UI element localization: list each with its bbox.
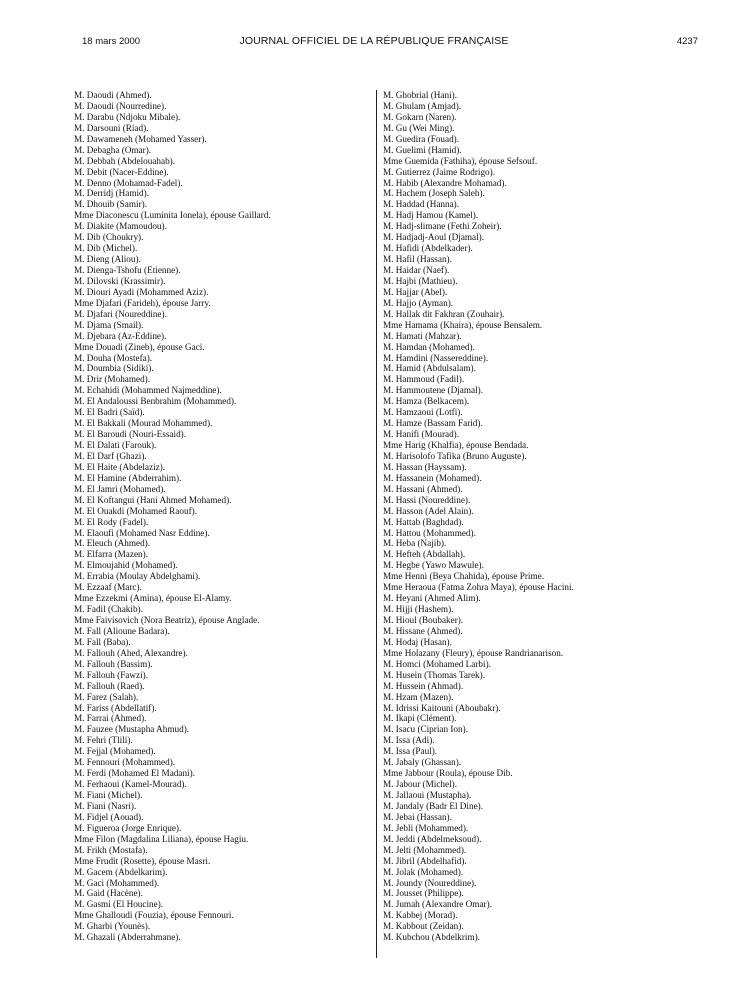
name-entry: M. Hamdan (Mohamed). bbox=[383, 341, 475, 352]
name-entry: M. Ikapi (Clément). bbox=[383, 713, 457, 724]
name-entry: M. El Baroudi (Nouri-Essaid). bbox=[74, 429, 187, 440]
name-entry: M. Fallouh (Ahed, Alexandre). bbox=[74, 647, 188, 658]
name-entry: M. Guedira (Fouad). bbox=[383, 133, 460, 144]
name-entry: M. Djama (Smail). bbox=[74, 319, 144, 330]
name-entry: M. El Ouakdi (Mohamed Raouf). bbox=[74, 505, 197, 516]
name-entry: Mme Ghalloudi (Fouzia), épouse Fennouri. bbox=[74, 910, 234, 921]
name-entry: M. El Andaloussi Benbrahim (Mohammed). bbox=[74, 396, 237, 407]
name-entry: M. El Dalati (Farouk). bbox=[74, 440, 157, 450]
name-entry: M. Hassan (Hayssam). bbox=[383, 461, 467, 472]
name-entry: M. Debagha (Omar). bbox=[74, 144, 152, 155]
name-entry: M. Hefteh (Abdallah). bbox=[383, 549, 466, 560]
name-entry: M. Djafari (Noureddine). bbox=[74, 308, 167, 319]
name-entry: M. Hamza (Belkacem). bbox=[383, 396, 470, 407]
name-entry: M. Hamid (Abdulsalam). bbox=[383, 363, 476, 374]
name-entry: M. Fiani (Michel). bbox=[74, 790, 143, 800]
name-entry: M. Heyani (Ahmed Alim). bbox=[383, 593, 481, 604]
name-entry: M. Kabbej (Morad). bbox=[383, 910, 458, 921]
name-entry: M. Echahidi (Mohammed Najmeddine). bbox=[74, 385, 222, 396]
left-name-column bbox=[74, 90, 364, 943]
name-entry: M. Diakite (Mamoudou). bbox=[74, 221, 167, 232]
name-entry: M. Hajjo (Ayman). bbox=[383, 297, 454, 308]
name-entry: M. El Badri (Saïd). bbox=[74, 407, 145, 418]
name-entry: M. Douha (Mostefa). bbox=[74, 352, 153, 363]
name-entry: M. Jousset (Philippe). bbox=[383, 888, 464, 899]
name-entry: M. Jibril (Abdelhafid). bbox=[383, 855, 467, 866]
name-entry: M. Darsouni (Riad). bbox=[74, 122, 149, 133]
name-entry: M. Darabu (Ndjoku Mibale). bbox=[74, 111, 181, 122]
name-entry: M. Gasmi (El Houcine). bbox=[74, 899, 164, 910]
name-entry: Mme Ezzekmi (Amina), épouse El-Alamy. bbox=[74, 593, 232, 604]
name-entry: M. Elfarra (Mazen). bbox=[74, 549, 148, 560]
name-entry: M. Hallak dit Fakhran (Zouhair). bbox=[383, 308, 505, 319]
name-entry: Mme Frudit (Rosette), épouse Masri. bbox=[74, 855, 211, 866]
name-entry: M. Debit (Nacer-Eddine). bbox=[74, 166, 169, 177]
name-entry: M. Farrai (Ahmed). bbox=[74, 713, 147, 724]
name-entry: M. Gacem (Abdelkarim). bbox=[74, 866, 168, 877]
name-entry: M. Fallouh (Raed). bbox=[74, 680, 145, 691]
name-entry: M. Homci (Mohamed Larbi). bbox=[383, 658, 491, 669]
name-entry: M. Jumah (Alexandre Omar). bbox=[383, 899, 492, 910]
name-entry: Mme Douadi (Zineb), épouse Gaci. bbox=[74, 341, 205, 352]
name-entry: M. Hassanein (Mohamed). bbox=[383, 472, 482, 483]
name-entry: M. Eleuch (Ahmed). bbox=[74, 538, 151, 549]
name-entry: M. Haidar (Naef). bbox=[383, 265, 450, 275]
name-entry: M. Hachem (Joseph Saleh). bbox=[383, 188, 485, 199]
name-entry: Mme Harig (Khalfia), épouse Bendada. bbox=[383, 440, 529, 450]
page-number: 4237 bbox=[676, 36, 698, 47]
name-entry: M. Hajjar (Abel). bbox=[383, 286, 448, 297]
name-entry: M. Kabbout (Zeidan). bbox=[383, 921, 464, 932]
name-entry: M. Hussein (Ahmad). bbox=[383, 680, 464, 691]
name-entry: M. Isacu (Ciprian Ion). bbox=[383, 724, 468, 735]
name-entry: M. Jallaoui (Mustapha). bbox=[383, 790, 472, 800]
name-entry: Mme Guemida (Fathiha), épouse Sefsouf. bbox=[383, 155, 538, 166]
name-entry: M. Doumbia (Sidiki). bbox=[74, 363, 154, 374]
name-entry: Mme Faivisovich (Nora Beatriz), épouse Anglade. bbox=[74, 615, 260, 625]
name-entry: M. Elaoufi (Mohamed Nasr Eddine). bbox=[74, 527, 210, 538]
name-entry: M. Hodaj (Hasan). bbox=[383, 636, 452, 647]
name-entry: M. Fehri (Tlili). bbox=[74, 735, 133, 746]
name-entry: M. Dienga-Tshofu (Etienne). bbox=[74, 265, 181, 275]
name-entry: M. Fauzee (Mustapha Ahmud). bbox=[74, 724, 190, 735]
column-divider bbox=[376, 90, 377, 958]
name-entry: M. Idrissi Kaitouni (Aboubakr). bbox=[383, 702, 501, 713]
name-entry: M. El Haite (Abdelaziz). bbox=[74, 461, 166, 472]
name-entry: M. Dawameneh (Mohamed Yasser). bbox=[74, 133, 207, 144]
name-entry: M. Jebai (Hassan). bbox=[383, 811, 452, 822]
name-entry: M. Fiani (Nasri). bbox=[74, 800, 137, 811]
name-entry: M. Issa (Paul). bbox=[383, 746, 438, 757]
name-entry: M. Hamzaoui (Lotfi). bbox=[383, 407, 463, 418]
name-entry: M. Drir (Mohamed). bbox=[74, 374, 151, 385]
name-entry: M. Heba (Najib). bbox=[383, 538, 447, 549]
name-entry: M. Fallouh (Fawzi). bbox=[74, 669, 149, 680]
name-entry: M. Joundy (Noureddine). bbox=[383, 877, 477, 888]
name-entry: M. El Rody (Fadel). bbox=[74, 516, 149, 527]
name-entry: M. Diouri Ayadi (Mohammed Aziz). bbox=[74, 286, 209, 297]
name-entry: M. Haddad (Hanna). bbox=[383, 199, 460, 210]
name-entry: M. Hioul (Boubaker). bbox=[383, 615, 464, 625]
name-entry: M. Fidjel (Aouad). bbox=[74, 811, 144, 822]
name-entry: M. Fennouri (Mohammed). bbox=[74, 757, 176, 768]
name-entry: M. Hanifi (Mourad). bbox=[383, 429, 460, 440]
name-entry: M. Gutierrez (Jaime Rodrigo). bbox=[383, 166, 496, 177]
name-entry: M. Jolak (Mohamed). bbox=[383, 866, 464, 877]
name-entry: M. Habib (Alexandre Mohamad). bbox=[383, 177, 507, 188]
name-entry: M. Jelti (Mohammed). bbox=[383, 844, 467, 855]
name-entry: M. Hassi (Noureddine). bbox=[383, 494, 471, 505]
name-entry: M. Hafidi (Abdelkader). bbox=[383, 243, 473, 254]
name-entry: M. Hajbi (Mathieu). bbox=[383, 275, 458, 286]
name-entry: M. Hammoutene (Djamal). bbox=[383, 385, 484, 396]
name-entry: M. Ezzaaf (Marc). bbox=[74, 582, 142, 593]
name-entry: M. Denno (Mohamad-Fadel). bbox=[74, 177, 183, 188]
name-entry: M. Gokarn (Naren). bbox=[383, 111, 457, 122]
name-entry: M. Figueroa (Jorge Enrique). bbox=[74, 822, 182, 833]
name-entry: M. Hamze (Bassam Farid). bbox=[383, 418, 483, 429]
name-entry: M. Dib (Choukry). bbox=[74, 232, 144, 243]
name-entry: M. Gu (Wei Ming). bbox=[383, 122, 455, 133]
name-entry: Mme Djafari (Farideh), épouse Jarry. bbox=[74, 297, 211, 308]
name-entry: M. Harisolofo Tafika (Bruno Auguste). bbox=[383, 450, 527, 461]
name-entry: M. Gaci (Mohammed). bbox=[74, 877, 160, 888]
name-entry: M. Hissane (Ahmed). bbox=[383, 625, 463, 636]
name-entry: M. Djebara (Az-Eddine). bbox=[74, 330, 167, 341]
name-entry: M. El Darf (Ghazi). bbox=[74, 450, 147, 461]
name-entry: M. Frikh (Mostafa). bbox=[74, 844, 148, 855]
name-entry: M. Jabaly (Ghassan). bbox=[383, 757, 462, 768]
name-entry: M. Debbah (Abdelouahab). bbox=[74, 155, 176, 166]
name-entry: M. Daoudi (Ahmed). bbox=[74, 90, 152, 100]
name-entry: M. Fadil (Chakib). bbox=[74, 604, 143, 615]
name-entry: M. Gharbi (Younès). bbox=[74, 921, 151, 932]
name-entry: M. Ghobrial (Hani). bbox=[383, 90, 457, 100]
name-entry: M. Fallouh (Bassim). bbox=[74, 658, 153, 669]
name-entry: M. Hadjadj-Aoul (Djamal). bbox=[383, 232, 485, 243]
name-entry: M. Fejjal (Mohamed). bbox=[74, 746, 156, 757]
name-entry: Mme Filon (Magdalina Liliana), épouse Hagiu. bbox=[74, 833, 249, 844]
journal-title: JOURNAL OFFICIEL DE LA RÉPUBLIQUE FRANÇAISE bbox=[239, 35, 509, 47]
name-entry: Mme Hamama (Khaira), épouse Bensalem. bbox=[383, 319, 543, 330]
name-entry: M. Hammoud (Fadil). bbox=[383, 374, 465, 385]
page-header bbox=[0, 36, 748, 54]
name-entry: M. El Hamine (Abderrahim). bbox=[74, 472, 182, 483]
name-entry: M. Husein (Thomas Tarek). bbox=[383, 669, 486, 680]
name-entry: M. Hadj-slimane (Fethi Zoheir). bbox=[383, 221, 502, 232]
name-entry: M. El Koftangui (Hani Ahmed Mohamed). bbox=[74, 494, 232, 505]
name-entry: Mme Henni (Beya Chahida), épouse Prime. bbox=[383, 571, 544, 582]
name-entry: M. Hzam (Mazen). bbox=[383, 691, 454, 702]
name-entry: M. Ghazali (Abderrahmane). bbox=[74, 932, 181, 943]
name-entry: M. Dilovski (Krassimir). bbox=[74, 275, 166, 286]
name-entry: M. Errabia (Moulay Abdelghami). bbox=[74, 571, 201, 582]
name-entry: M. Issa (Adi). bbox=[383, 735, 435, 746]
name-entry: M. Hasson (Adel Alain). bbox=[383, 505, 474, 516]
name-entry: M. Ferdi (Mohamed El Madani). bbox=[74, 768, 195, 779]
name-entry: Mme Holazany (Fleury), épouse Randrianarison. bbox=[383, 647, 564, 658]
name-entry: M. Derridj (Hamid). bbox=[74, 188, 150, 199]
name-entry: M. Hadj Hamou (Kamel). bbox=[383, 210, 479, 221]
name-entry: M. Hamati (Mahzar). bbox=[383, 330, 462, 341]
name-entry: M. Fall (Alioune Badara). bbox=[74, 625, 170, 636]
name-entry: M. Daoudi (Nourredine). bbox=[74, 100, 167, 111]
name-entry: M. Fall (Baba). bbox=[74, 636, 131, 647]
name-entry: M. Hassani (Ahmed). bbox=[383, 483, 463, 494]
publication-date: 18 mars 2000 bbox=[82, 36, 141, 47]
name-entry: M. El Jamri (Mohamed). bbox=[74, 483, 166, 494]
name-entry: M. Hegbe (Yawo Mawule). bbox=[383, 560, 484, 571]
name-entry: M. Hamdini (Nassereddine). bbox=[383, 352, 489, 363]
name-entry: M. Jandaly (Badr El Dine). bbox=[383, 800, 484, 811]
name-entry: M. Hattab (Baghdad). bbox=[383, 516, 464, 527]
name-entry: Mme Heraoua (Fatma Zohra Maya), épouse Hacini. bbox=[383, 582, 574, 593]
name-entry: M. Jabour (Michel). bbox=[383, 779, 457, 790]
right-name-column bbox=[383, 90, 673, 943]
name-entry: M. Ghulam (Amjad). bbox=[383, 100, 462, 111]
name-entry: M. Ferhaoui (Kamel-Mourad). bbox=[74, 779, 187, 790]
name-entry: M. El Bakkali (Mourad Mohammed). bbox=[74, 418, 213, 429]
name-entry: Mme Diaconescu (Luminita Ionela), épouse Gaillard. bbox=[74, 210, 271, 221]
name-entry: M. Hafil (Hassan). bbox=[383, 254, 452, 265]
name-entry: M. Jebli (Mohammed). bbox=[383, 822, 469, 833]
name-entry: M. Jeddi (Abdelmeksoud). bbox=[383, 833, 482, 844]
name-entry: M. Dib (Michel). bbox=[74, 243, 138, 254]
name-entry: M. Dieng (Aliou). bbox=[74, 254, 141, 265]
name-entry: M. Hattou (Mohammed). bbox=[383, 527, 476, 538]
name-entry: M. Kubchou (Abdelkrim). bbox=[383, 932, 480, 943]
name-entry: M. Elmoujahid (Mohamed). bbox=[74, 560, 178, 571]
name-entry: M. Fariss (Abdellatif). bbox=[74, 702, 157, 713]
name-entry: M. Gaid (Hacène). bbox=[74, 888, 143, 899]
name-entry: M. Hijji (Hashem). bbox=[383, 604, 454, 615]
name-entry: M. Dhouib (Samir). bbox=[74, 199, 147, 210]
name-entry: M. Farez (Salah). bbox=[74, 691, 139, 702]
name-entry: M. Guelimi (Hamid). bbox=[383, 144, 462, 155]
name-entry: Mme Jabbour (Roula), épouse Dib. bbox=[383, 768, 513, 779]
